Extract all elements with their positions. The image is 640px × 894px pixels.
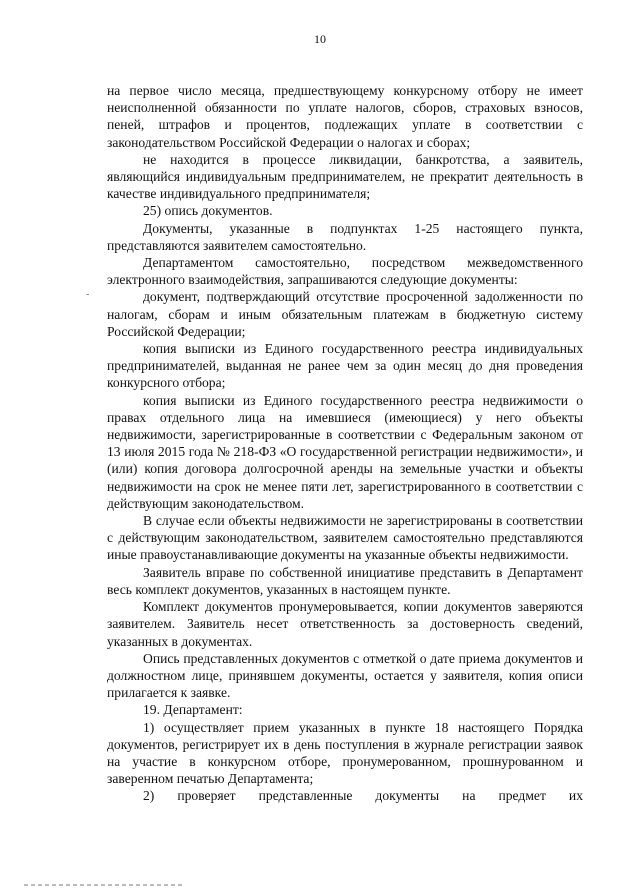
scan-artifact [24,884,184,886]
page-number: 10 [314,32,326,46]
paragraph: документ, подтверждающий отсутствие просроченной задолженности по налогам, сборам и иным обязательным платежам в бюджетную систему Российской Федерации; [107,289,583,339]
paragraph: на первое число месяца, предшествующему конкурсному отбору не имеет неисполненной обязанности по уплате налогов, сборов, страховых взносов, пеней, штрафов и процентов, подлежащих уплате в соответствии с законодательством Российской Федерации о налогах и сборах; [107,83,583,150]
paragraph: Документы, указанные в подпунктах 1-25 настоящего пункта, представляются заявителем самостоятельно. [107,220,583,253]
paragraph: копия выписки из Единого государственного реестра индивидуальных предпринимателей, выданная не ранее чем за один месяц до дня проведения конкурсного отбора; [107,341,583,391]
paragraph: Опись представленных документов с отметкой о дате приема документов и должностном лице, принявшем документы, остается у заявителя, копия описи прилагается к заявке. [107,650,583,701]
paragraph: копия выписки из Единого государственного реестра недвижимости о правах отдельного лица на имевшиеся (имеющиеся) у него объекты недвижимости, зарегистрированные в соответствии с Федеральным законом от 13 июля 2015 года № 218-ФЗ «О государственной регистрации недвижимости», и (или) копия договора долгосрочной аренды на земельные участки и объекты недвижимости на срок не менее пяти лет, зарегистрированного в соответствии с действующим законодательством. [107,392,583,511]
paragraph: 19. Департамент: [143,702,243,718]
paragraph: Департаментом самостоятельно, посредством межведомственного электронного взаимодействия, запрашиваются следующие документы: [107,255,583,288]
paragraph: В случае если объекты недвижимости не зарегистрированы в соответствии с действующим законодательством, заявителем самостоятельно представляются иные правоустанавливающие документы на указанные объекты недвижимости. [107,513,583,563]
paragraph: Комплект документов пронумеровывается, копии документов заверяются заявителем. Заявитель несет ответственность за достоверность сведений, указанных в документах. [107,599,583,649]
paragraph: 25) опись документов. [143,203,273,219]
paragraph: Заявитель вправе по собственной инициативе представить в Департамент весь комплект документов, указанных в настоящем пункте. [107,564,583,597]
paragraph: не находится в процессе ликвидации, банкротства, а заявитель, являющийся индивидуальным предпринимателем, не прекратит деятельность в качестве индивидуального предпринимателя; [107,151,583,202]
paragraph: 1) осуществляет прием указанных в пункте 18 настоящего Порядка документов, регистрирует их в день поступления в журнале регистрации заявок на участие в конкурсном отборе, пронумерованном, прошнурованном и заверенном печатью Департамента; [107,719,583,787]
document-body [107,82,583,805]
margin-mark: - [86,289,90,300]
paragraph: 2) проверяет представленные документы на предмет их [143,788,583,804]
